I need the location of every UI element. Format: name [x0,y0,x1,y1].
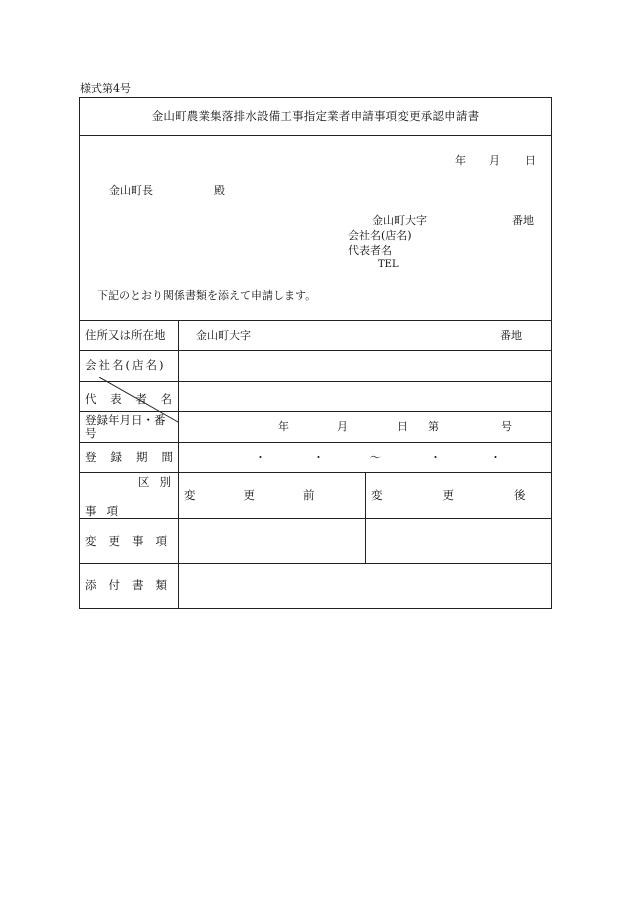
before-header: 変更前 [184,488,363,502]
date-day: 日 [525,154,536,167]
applicant-address-suffix: 番地 [512,214,534,227]
item-header: 事項 [85,504,128,518]
diagonal-stroke [99,377,178,422]
label-column-divider [178,320,179,608]
registration-month: 月 [337,420,348,433]
registration-number-prefix: 第 [428,420,439,433]
divider [80,135,551,136]
applicant-representative-label: 代表者名 [348,244,392,257]
date-year: 年 [455,154,466,167]
divider [80,350,551,351]
form-number: 様式第4号 [80,82,131,95]
form-title: 金山町農業集落排水設備工事指定業者申請事項変更承認申請書 [151,109,480,123]
divider [80,442,551,443]
attachments-label: 添付書類 [85,578,179,592]
statement: 下記のとおり関係書類を添えて申請します。 [97,289,317,302]
divider [80,320,551,321]
company-row-label: 会社名(店名) [85,358,166,372]
date-month: 月 [489,154,500,167]
registration-label-line2: 号 [85,426,97,440]
change-items-label: 変更事項 [85,534,179,548]
before-after-divider [365,472,366,563]
addressee-honorific: 殿 [214,184,225,197]
application-form [79,97,586,609]
address-prefix: 金山町大字 [196,329,251,342]
registration-label-line1: 登録年月日・番 [85,413,166,427]
period-tilde: ～ [370,451,381,464]
registration-day: 日 [397,420,408,433]
divider [80,472,551,473]
applicant-company-label: 会社名(店名) [348,229,412,242]
period-dot-1: ・ [255,451,266,464]
category-header: 区別 [138,475,181,489]
address-suffix: 番地 [500,329,522,342]
period-dot-4: ・ [490,451,501,464]
divider [80,563,551,564]
divider [80,518,551,519]
after-header: 変更後 [371,488,586,502]
period-dot-3: ・ [430,451,441,464]
registration-year: 年 [278,420,289,433]
addressee-name: 金山町長 [109,184,153,197]
address-row-label: 住所又は所在地 [85,328,166,342]
applicant-tel-label: TEL [378,259,399,270]
period-row-label: 登録期間 [85,450,187,464]
applicant-address-label: 金山町大字 [372,214,427,227]
representative-row-label: 代 表 者 名 [85,392,172,406]
header-diagonal-line [99,377,179,423]
registration-number-suffix: 号 [501,420,512,433]
period-dot-2: ・ [313,451,324,464]
